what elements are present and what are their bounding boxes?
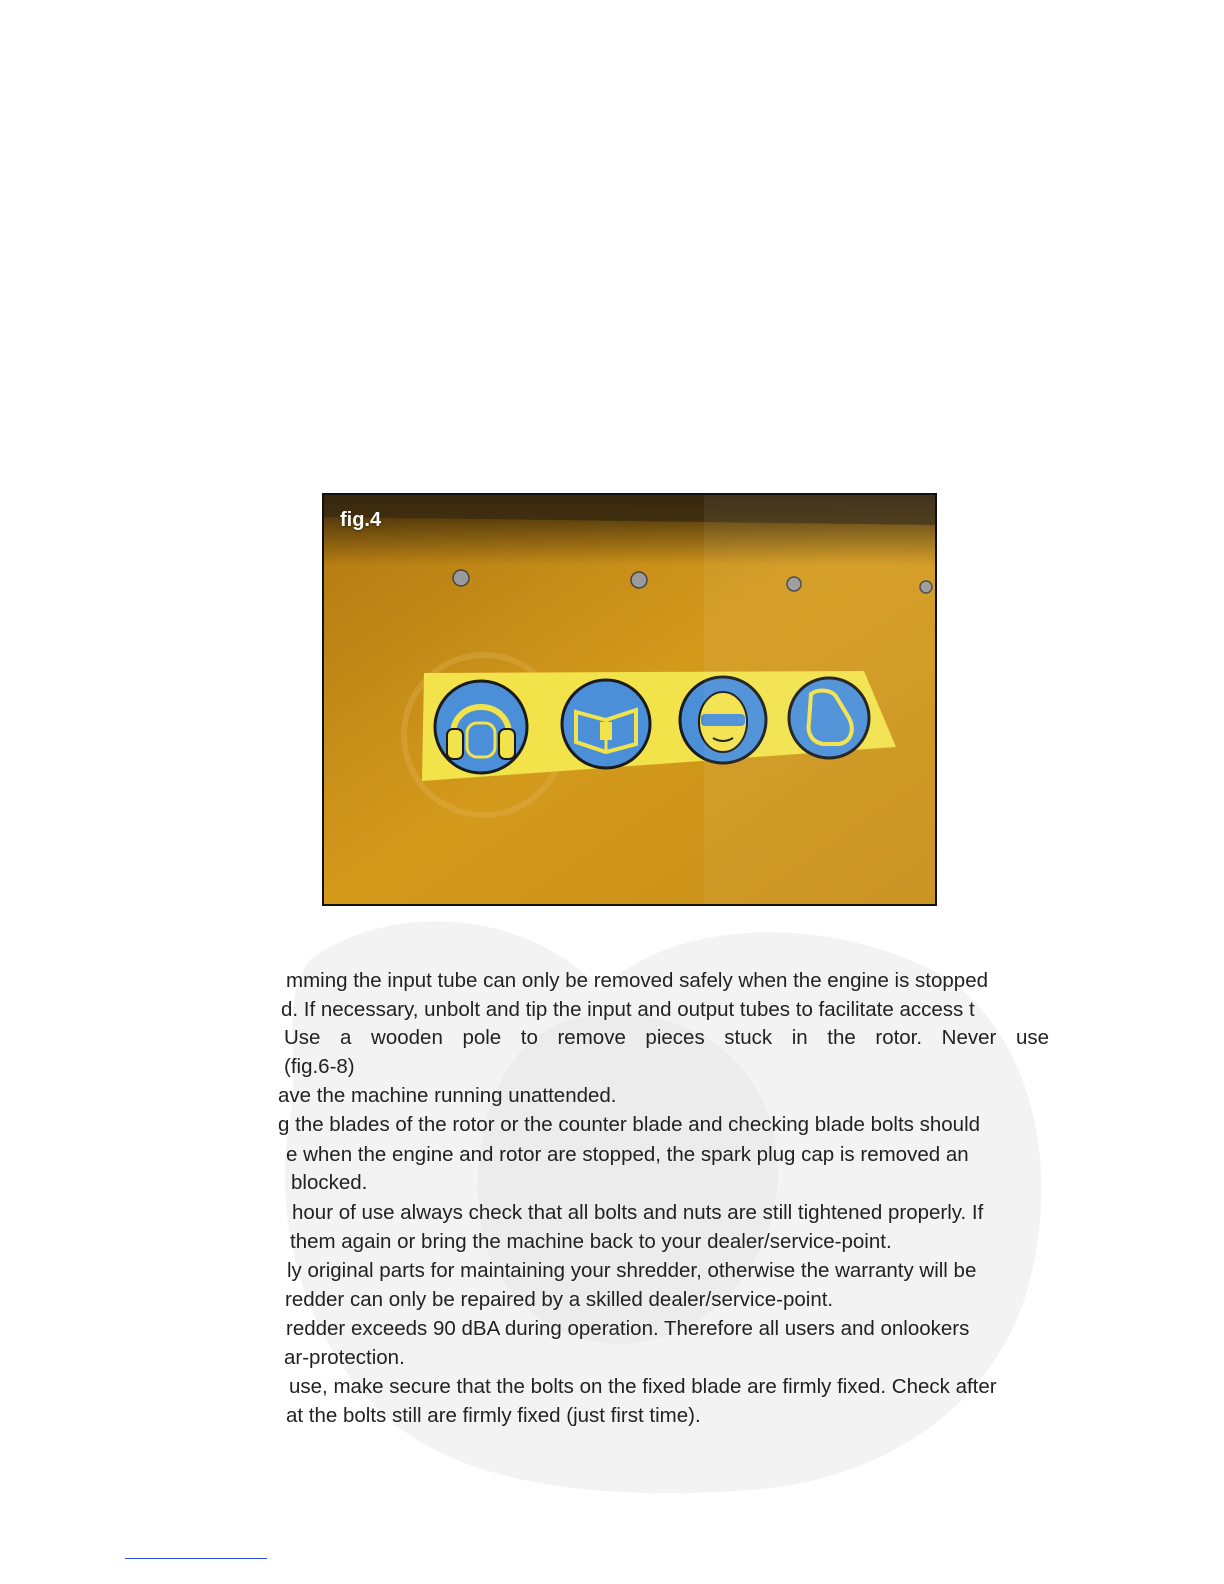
text-line: at the bolts still are firmly fixed (just first time).: [286, 1404, 701, 1427]
text-line: mming the input tube can only be removed safely when the engine is stopped: [286, 969, 988, 992]
text-line: ar-protection.: [284, 1346, 405, 1369]
read-manual-icon: [562, 680, 650, 768]
text-line: ave the machine running unattended.: [278, 1084, 617, 1107]
text-line: ly original parts for maintaining your shredder, otherwise the warranty will be: [287, 1259, 977, 1282]
text-line: blocked.: [291, 1171, 368, 1194]
text-line: redder can only be repaired by a skilled dealer/service-point.: [285, 1288, 834, 1311]
shredder-sticker-photo: [324, 495, 935, 904]
text-line: them again or bring the machine back to your dealer/service-point.: [290, 1230, 892, 1253]
ear-protection-icon: [435, 681, 527, 773]
text-line: Use a wooden pole to remove pieces stuck in the rotor. Never use: [284, 1026, 1049, 1049]
figure-label: fig.4: [340, 509, 382, 531]
footnote-separator: [125, 1558, 267, 1559]
text-line: (fig.6-8): [284, 1055, 355, 1078]
text-line: d. If necessary, unbolt and tip the input and output tubes to facilitate access t: [281, 998, 975, 1021]
text-line: e when the engine and rotor are stopped, the spark plug cap is removed an: [286, 1143, 969, 1166]
text-line: hour of use always check that all bolts and nuts are still tightened properly. If: [292, 1201, 984, 1224]
text-line: redder exceeds 90 dBA during operation. Therefore all users and onlookers: [286, 1317, 970, 1340]
text-line: g the blades of the rotor or the counter blade and checking blade bolts should: [278, 1113, 981, 1136]
text-line: use, make secure that the bolts on the fixed blade are firmly fixed. Check after: [289, 1375, 997, 1398]
figure-photo: [322, 493, 937, 906]
